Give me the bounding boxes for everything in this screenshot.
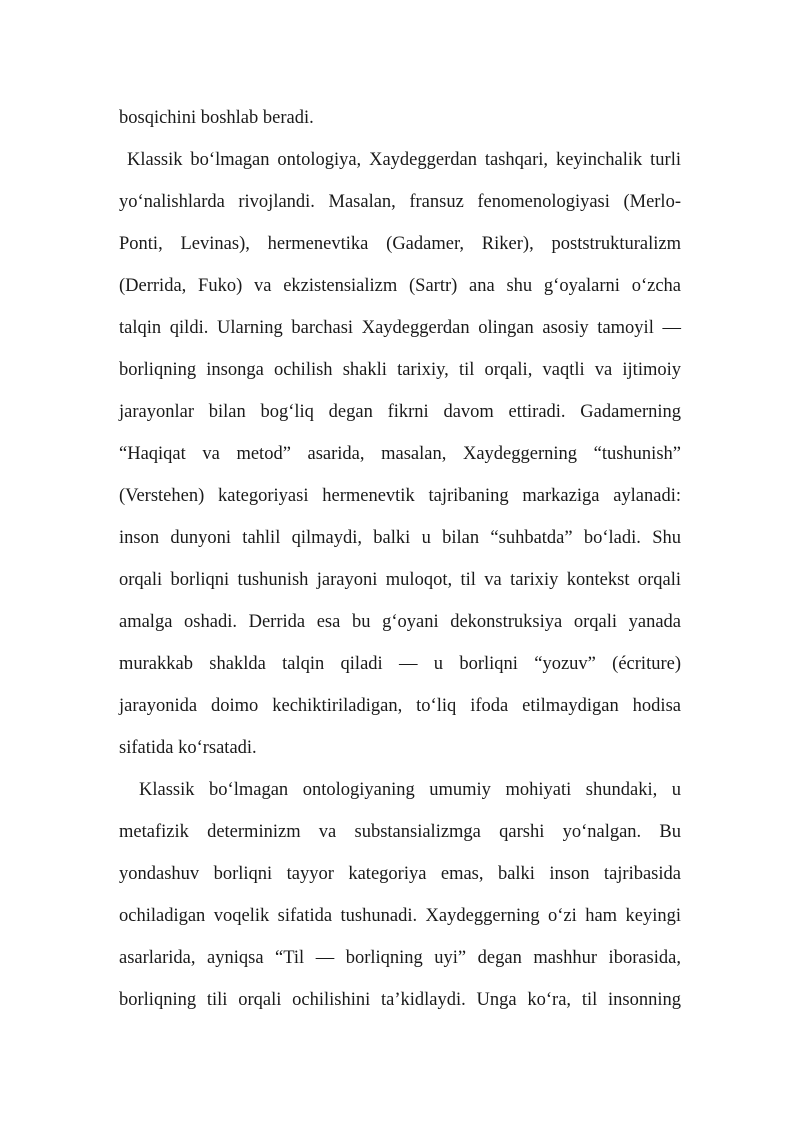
text-line: inson dunyoni tahlil qilmaydi, balki u bilan “suhbatda” bo‘ladi. Shu (119, 528, 681, 548)
text-line: (Derrida, Fuko) va ekzistensializm (Sartr) ana shu g‘oyalarni o‘zcha (119, 276, 681, 296)
text-line: “Haqiqat va metod” asarida, masalan, Xaydeggerning “tushunish” (119, 444, 681, 464)
text-line: Klassik bo‘lmagan ontologiya, Xaydeggerdan tashqari, keyinchalik turli (127, 150, 681, 170)
text-line: borliqning tili orqali ochilishini ta’kidlaydi. Unga ko‘ra, til insonning (119, 990, 681, 1010)
text-line: asarlarida, ayniqsa “Til — borliqning uyi” degan mashhur iborasida, (119, 948, 681, 968)
text-line: murakkab shaklda talqin qiladi — u borliqni “yozuv” (écriture) (119, 654, 681, 674)
text-line: jarayonida doimo kechiktiriladigan, to‘liq ifoda etilmaydigan hodisa (119, 696, 681, 716)
text-line: metafizik determinizm va substansializmga qarshi yo‘nalgan. Bu (119, 822, 681, 842)
text-line: (Verstehen) kategoriyasi hermenevtik tajribaning markaziga aylanadi: (119, 486, 681, 506)
text-line: Klassik bo‘lmagan ontologiyaning umumiy mohiyati shundaki, u (139, 780, 681, 800)
text-line: borliqning insonga ochilish shakli tarixiy, til orqali, vaqtli va ijtimoiy (119, 360, 681, 380)
text-line: talqin qildi. Ularning barchasi Xaydeggerdan olingan asosiy tamoyil — (119, 318, 681, 338)
text-line: bosqichini boshlab beradi. (119, 108, 314, 128)
text-line: sifatida ko‘rsatadi. (119, 738, 257, 758)
text-line: yo‘nalishlarda rivojlandi. Masalan, fransuz fenomenologiyasi (Merlo- (119, 192, 681, 212)
text-line: yondashuv borliqni tayyor kategoriya emas, balki inson tajribasida (119, 864, 681, 884)
text-line: ochiladigan voqelik sifatida tushunadi. Xaydeggerning o‘zi ham keyingi (119, 906, 681, 926)
text-line: jarayonlar bilan bog‘liq degan fikrni davom ettiradi. Gadamerning (119, 402, 681, 422)
text-line: Ponti, Levinas), hermenevtika (Gadamer, Riker), poststrukturalizm (119, 234, 681, 254)
text-line: amalga oshadi. Derrida esa bu g‘oyani dekonstruksiya orqali yanada (119, 612, 681, 632)
text-line: orqali borliqni tushunish jarayoni muloqot, til va tarixiy kontekst orqali (119, 570, 681, 590)
